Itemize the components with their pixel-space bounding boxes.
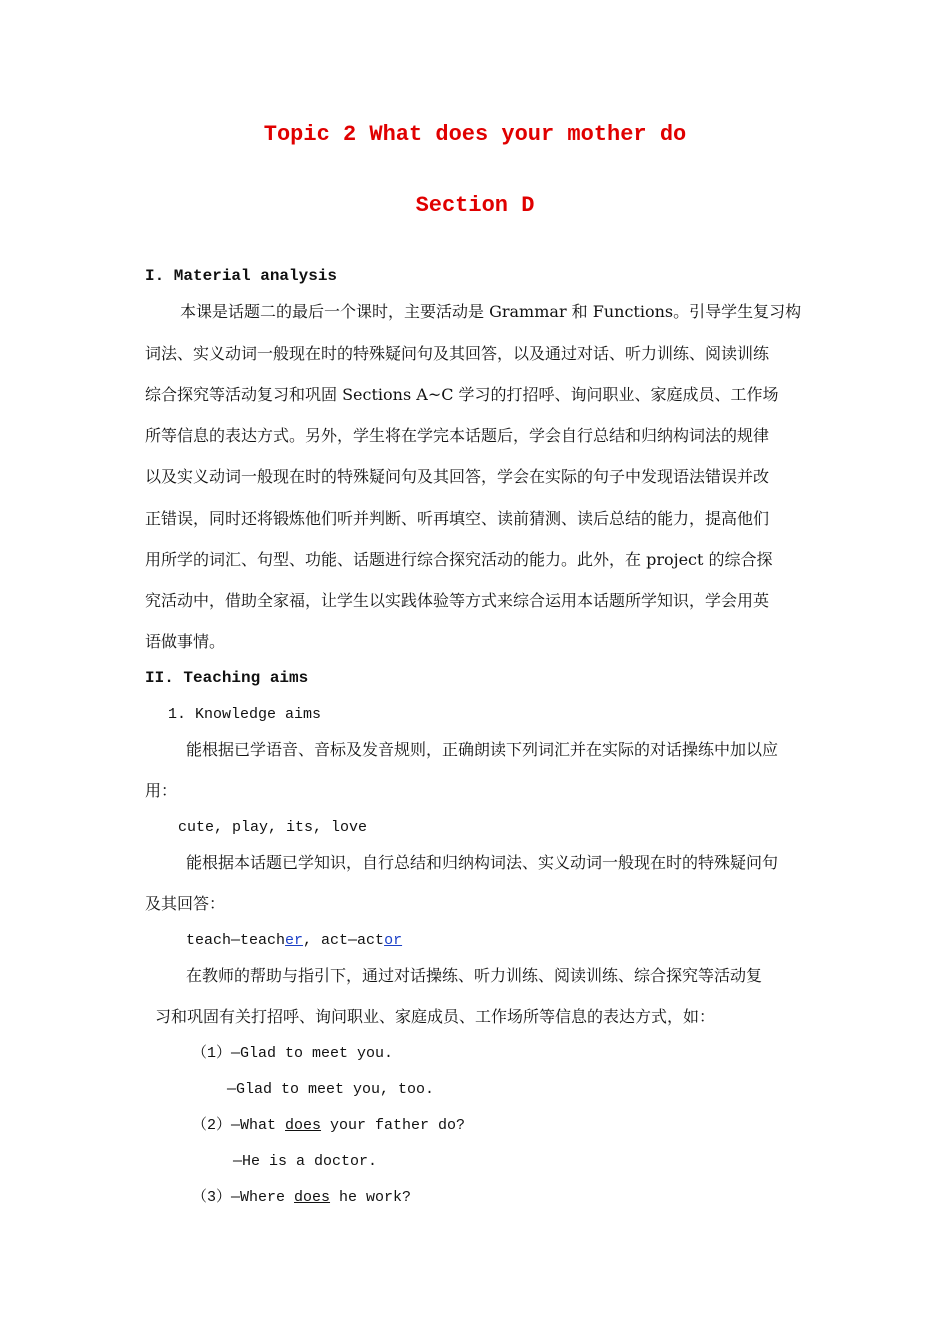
aims-p1-line-2: 用：	[145, 781, 178, 800]
example-3-suffix: he work?	[330, 1189, 412, 1206]
vocabulary-words: cute, play, its, love	[178, 819, 368, 836]
material-line-9: 语做事情。	[145, 632, 226, 651]
material-line-7: 用所学的词汇、句型、功能、话题进行综合探究活动的能力。此外，在 project 的综合探	[145, 550, 773, 569]
material-line-5: 以及实义动词一般现在时的特殊疑问句及其回答，学会在实际的句子中发现语法错误并改	[145, 467, 770, 486]
page-title: Topic 2 What does your mother do	[263, 122, 687, 147]
teaching-aims-heading: II. Teaching aims	[145, 669, 309, 687]
knowledge-aims-subheading: 1. Knowledge aims	[168, 706, 322, 723]
example-3-underlined-verb: does	[294, 1189, 331, 1206]
aims-p3-line-2: 习和巩固有关打招呼、询问职业、家庭成员、工作场所等信息的表达方式，如：	[155, 1007, 716, 1026]
example-1-answer: —Glad to meet you, too.	[227, 1081, 435, 1098]
aims-p3-line-1: 在教师的帮助与指引下，通过对话操练、听力训练、阅读训练、综合探究等活动复	[186, 966, 763, 985]
word-formation-a: teach—teach	[186, 932, 286, 949]
example-3-question	[192, 1188, 857, 1208]
example-1-question: （1）—Glad to meet you.	[192, 1045, 394, 1062]
material-line-6: 正错误，同时还将锻炼他们听并判断、听再填空、读前猜测、读后总结的能力，提高他们	[145, 509, 770, 528]
example-3-prefix: （3）—Where	[192, 1189, 295, 1206]
suffix-er-link[interactable]: er	[285, 932, 304, 949]
aims-p2-line-2: 及其回答：	[145, 894, 226, 913]
material-line-1: 本课是话题二的最后一个课时，主要活动是 Grammar 和 Functions。引导学生复习构	[180, 302, 802, 321]
material-line-2: 词法、实义动词一般现在时的特殊疑问句及其回答，以及通过对话、听力训练、阅读训练	[145, 344, 770, 363]
section-subtitle: Section D	[415, 193, 535, 218]
suffix-or-link[interactable]: or	[384, 932, 403, 949]
example-2-prefix: （2）—What	[192, 1117, 286, 1134]
example-2-underlined-verb: does	[285, 1117, 322, 1134]
word-formation-examples	[186, 931, 851, 951]
material-analysis-heading: I. Material analysis	[145, 267, 338, 285]
example-2-answer: —He is a doctor.	[233, 1153, 378, 1170]
material-line-8: 究活动中，借助全家福，让学生以实践体验等方式来综合运用本话题所学知识，学会用英	[145, 591, 770, 610]
word-formation-sep: , act—act	[303, 932, 385, 949]
material-line-4: 所等信息的表达方式。另外，学生将在学完本话题后，学会自行总结和归纳构词法的规律	[145, 426, 770, 445]
material-line-3: 综合探究等活动复习和巩固 Sections A~C 学习的打招呼、询问职业、家庭成员、工作场	[145, 385, 779, 404]
example-2-question	[192, 1116, 857, 1136]
aims-p1-line-1: 能根据已学语音、音标及发音规则，正确朗读下列词汇并在实际的对话操练中加以应	[186, 740, 779, 759]
aims-p2-line-1: 能根据本话题已学知识，自行总结和归纳构词法、实义动词一般现在时的特殊疑问句	[186, 853, 779, 872]
example-2-suffix: your father do?	[321, 1117, 466, 1134]
